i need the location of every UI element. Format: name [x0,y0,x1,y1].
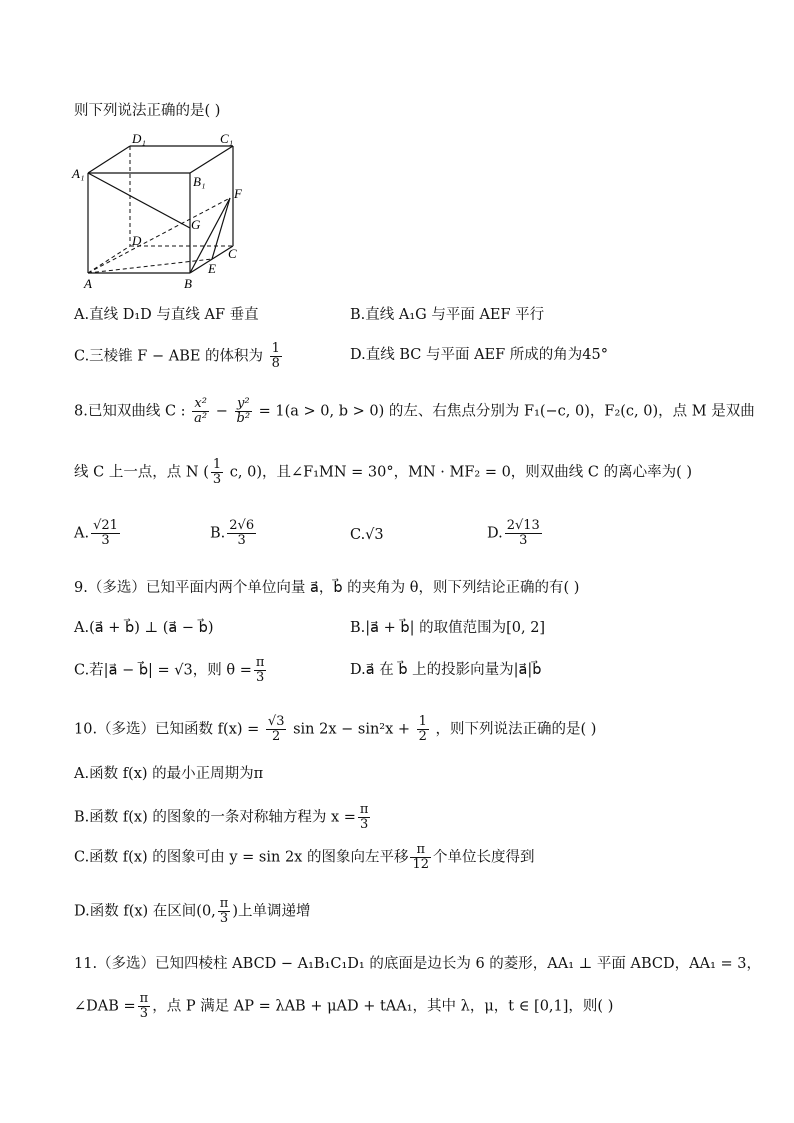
q10-stem: 10.（多选）已知函数 f(x) = $\frac{√3}{2}$ sin 2x − sin²x + $\frac{1}{2}$ ，则下列说法正确的是( ) [74,714,597,744]
q8-option-b: B. $\frac{2√6}{3}$ [210,518,255,548]
vertex-label-e: E [208,261,216,276]
q9-option-d: D.a⃗ 在 b⃗ 上的投影向量为|a⃗|b⃗ [350,662,542,678]
fraction-x2-a2: $\frac{\text{x²}}{\text{a²}}$ [194,396,208,426]
q9-stem: 9.（多选）已知平面内两个单位向量 a⃗，b⃗ 的夹角为 θ，则下列结论正确的有( ) [74,580,580,596]
q11-stem-line1: 11.（多选）已知四棱柱 ABCD − A₁B₁C₁D₁ 的底面是边长为 6 的菱形，AA₁ ⊥ 平面 ABCD，AA₁ = 3， [74,956,761,972]
q8-stem-line1: 8.已知双曲线 C : $\frac{\text{x²}}{\text{a²}}$ − $\frac{\text{y²}}{\text{b²}}$ = 1(a > 0, b > 0) 的左、右焦点分别为 F₁(−c, 0)，F₂(c, 0)，点 M 是双曲 [74,396,755,426]
q8-stem-line2: 线 C 上一点，点 N ( $\frac{1}{3}$ c, 0)，且∠F₁MN = 30°，MN · MF₂ = 0，则双曲线 C 的离心率为( ) [74,457,693,487]
q10-option-b: B.函数 f(x) 的图象的一条对称轴方程为 x = $\frac{\pi}{3}$ [74,802,369,832]
vertex-label-b: B [184,276,192,291]
q10-option-c: C.函数 f(x) 的图象可由 y = sin 2x 的图象向左平移 $\frac{\pi}{12}$ 个单位长度得到 [74,842,535,872]
q7-option-b: B.直线 A₁G 与平面 AEF 平行 [350,307,545,323]
fraction-y2-b2: $\frac{\text{y²}}{\text{b²}}$ [236,396,251,426]
q9-option-c: C.若|a⃗ − b⃗| = √3，则 θ = $\frac{\pi}{3}$ [74,655,265,685]
vertex-label-c: C [228,246,237,261]
q8-option-c: C.√3 [350,527,384,543]
q7-option-c: C.三棱锥 F − ABE 的体积为 $\frac{1}{8}$ [74,341,280,371]
vertex-label-a1: A₁ [72,166,85,181]
q7-option-a: A.直线 D₁D 与直线 AF 垂直 [74,307,259,323]
q8-option-d: D. $\frac{2√13}{3}$ [487,518,540,548]
vertex-label-c1: C₁ [220,131,234,146]
q10-option-d: D.函数 f(x) 在区间(0, $\frac{\pi}{3}$ )上单调递增 [74,896,311,926]
fraction: $\frac{1}{8}$ [271,341,280,371]
vertex-label-a: A [84,276,92,291]
intro-text: 则下列说法正确的是( ) [74,103,221,119]
q8-option-a: A. $\frac{√21}{3}$ [74,518,118,548]
cube-diagram [70,128,260,293]
q10-option-a: A.函数 f(x) 的最小正周期为π [74,766,264,782]
q11-stem-line2: ∠DAB = $\frac{\pi}{3}$ ，点 P 满足 AP = λAB + μAD + tAA₁，其中 λ，μ，t ∈ [0,1]，则( ) [74,991,614,1021]
q9-option-b: B.|a⃗ + b⃗| 的取值范围为[0, 2] [350,620,546,636]
q7-option-d: D.直线 BC 与平面 AEF 所成的角为45° [350,347,608,363]
vertex-label-f: F [234,186,242,201]
vertex-label-b1: B₁ [193,174,206,189]
cube-figure [70,128,260,293]
vertex-label-d: D [132,233,142,248]
vertex-label-g: G [191,217,201,232]
q9-option-a: A.(a⃗ + b⃗) ⊥ (a⃗ − b⃗) [74,620,214,636]
vertex-label-d1: D₁ [132,131,146,146]
fraction-one-third: $\frac{1}{3}$ [212,457,222,487]
